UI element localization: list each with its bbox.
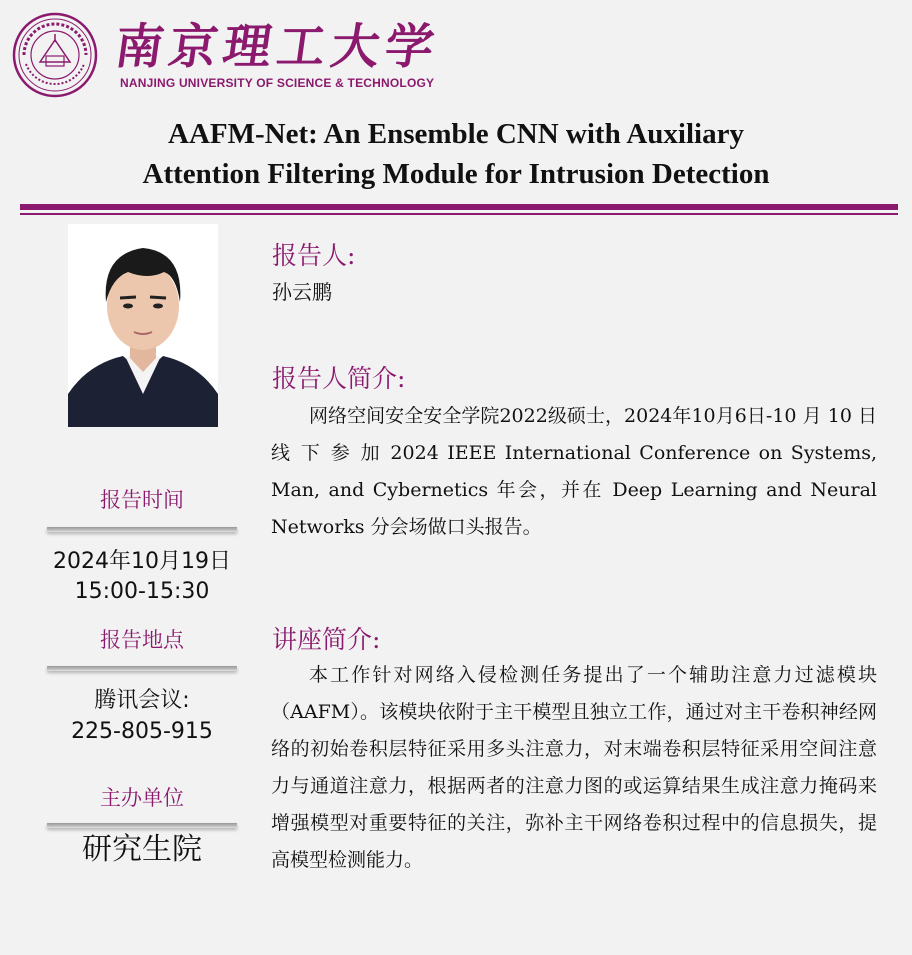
talk-title-line-2: Attention Filtering Module for Intrusion Detection xyxy=(142,158,770,190)
university-name-en: NANJING UNIVERSITY OF SCIENCE & TECHNOLOGY xyxy=(120,76,435,90)
time-divider xyxy=(47,527,237,532)
location-label: 报告地点 xyxy=(100,628,184,652)
location-line-2: 225-805-915 xyxy=(71,719,213,744)
host-value: 研究生院 xyxy=(82,832,202,867)
speaker-portrait-icon xyxy=(68,224,218,427)
time-range: 15:00-15:30 xyxy=(74,579,210,604)
poster-header xyxy=(0,0,912,110)
bio-text: 网络空间安全安全学院2022级硕士，2024年10月6日-10 月 10 日 线 下 参 加 2024 IEEE International Conference on Systems, Man, and Cybernetics 年会，并在 Deep Learning and Neural Networks 分会场做口头报告。 xyxy=(271,405,877,538)
host-label: 主办单位 xyxy=(100,786,184,810)
time-label: 报告时间 xyxy=(100,488,184,512)
lecture-text: 本工作针对网络入侵检测任务提出了一个辅助注意力过滤模块（AAFM）。该模块依附于主干模型且独立工作，通过对主干卷积神经网络的初始卷积层特征采用多头注意力，对末端卷积层特征采用空间注意力与通道注意力，根据两者的注意力图的或运算结果生成注意力掩码来增强模型对重要特征的关注，弥补主干网络卷积过程中的信息损失，提高模型检测能力。 xyxy=(271,664,877,871)
university-name-cn: 南京理工大学 xyxy=(111,19,444,75)
talk-title-line-1: AAFM-Net: An Ensemble CNN with Auxiliary xyxy=(168,118,744,150)
time-date: 2024年10月19日 xyxy=(53,549,231,574)
speaker-name: 孙云鹏 xyxy=(272,280,332,304)
speaker-photo xyxy=(68,224,218,427)
bio-heading: 报告人简介: xyxy=(272,364,406,393)
speaker-heading: 报告人: xyxy=(272,241,356,270)
host-divider xyxy=(47,823,237,828)
location-line-1: 腾讯会议: xyxy=(94,688,190,713)
title-divider xyxy=(20,204,898,215)
university-seal-icon xyxy=(12,12,98,98)
talk-title xyxy=(20,114,892,194)
location-divider xyxy=(47,666,237,671)
lecture-heading: 讲座简介: xyxy=(272,625,381,654)
